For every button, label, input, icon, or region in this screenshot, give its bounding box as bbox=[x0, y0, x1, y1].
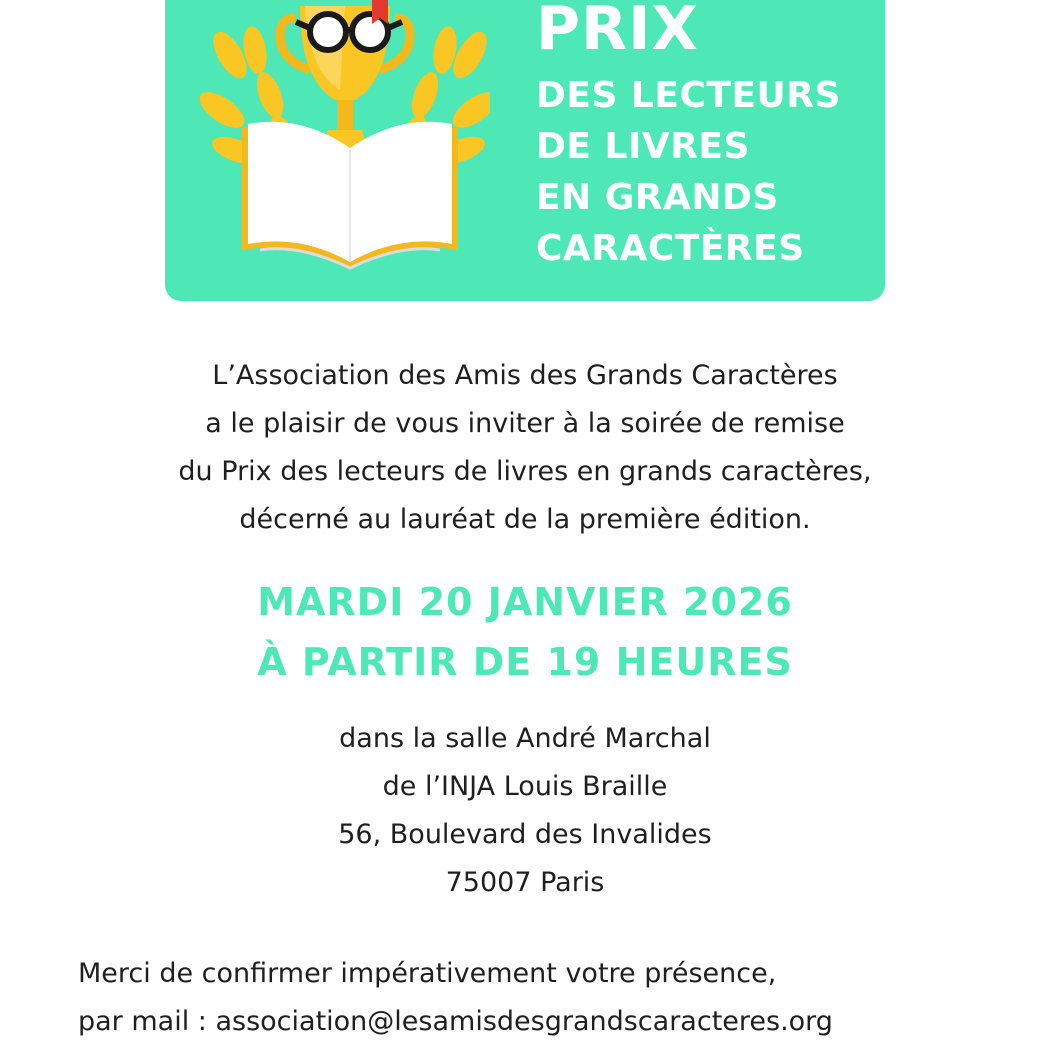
venue-line: 75007 Paris bbox=[445, 867, 605, 898]
venue-address bbox=[0, 715, 1050, 907]
award-title: PRIX bbox=[536, 0, 699, 64]
award-subtitle-line: EN GRANDS bbox=[536, 177, 779, 218]
invitation-line: a le plaisir de vous inviter à la soirée de remise bbox=[205, 408, 845, 439]
award-subtitle-line: DES LECTEURS bbox=[536, 75, 841, 116]
award-subtitle-line: CARACTÈRES bbox=[536, 228, 805, 269]
rsvp-email-line bbox=[78, 998, 833, 1046]
rsvp-email: association@lesamisdesgrandscaracteres.org bbox=[215, 1006, 833, 1037]
award-subtitle bbox=[536, 70, 841, 274]
venue-line: dans la salle André Marchal bbox=[339, 723, 711, 754]
event-time: À PARTIR DE 19 HEURES bbox=[257, 640, 793, 684]
rsvp-email-prefix: par mail : bbox=[78, 1006, 216, 1037]
invitation-line: L’Association des Amis des Grands Caractères bbox=[212, 360, 838, 391]
award-illustration bbox=[200, 0, 490, 280]
award-subtitle-line: DE LIVRES bbox=[536, 126, 750, 167]
event-date: MARDI 20 JANVIER 2026 bbox=[257, 580, 793, 624]
invitation-text bbox=[0, 352, 1050, 544]
rsvp-notice bbox=[78, 950, 833, 1046]
venue-line: 56, Boulevard des Invalides bbox=[338, 819, 712, 850]
event-datetime bbox=[0, 572, 1050, 692]
invitation-line: décerné au lauréat de la première édition. bbox=[239, 504, 811, 535]
venue-line: de l’INJA Louis Braille bbox=[382, 771, 668, 802]
rsvp-line: Merci de confirmer impérativement votre présence, bbox=[78, 958, 777, 989]
invitation-line: du Prix des lecteurs de livres en grands caractères, bbox=[178, 456, 872, 487]
